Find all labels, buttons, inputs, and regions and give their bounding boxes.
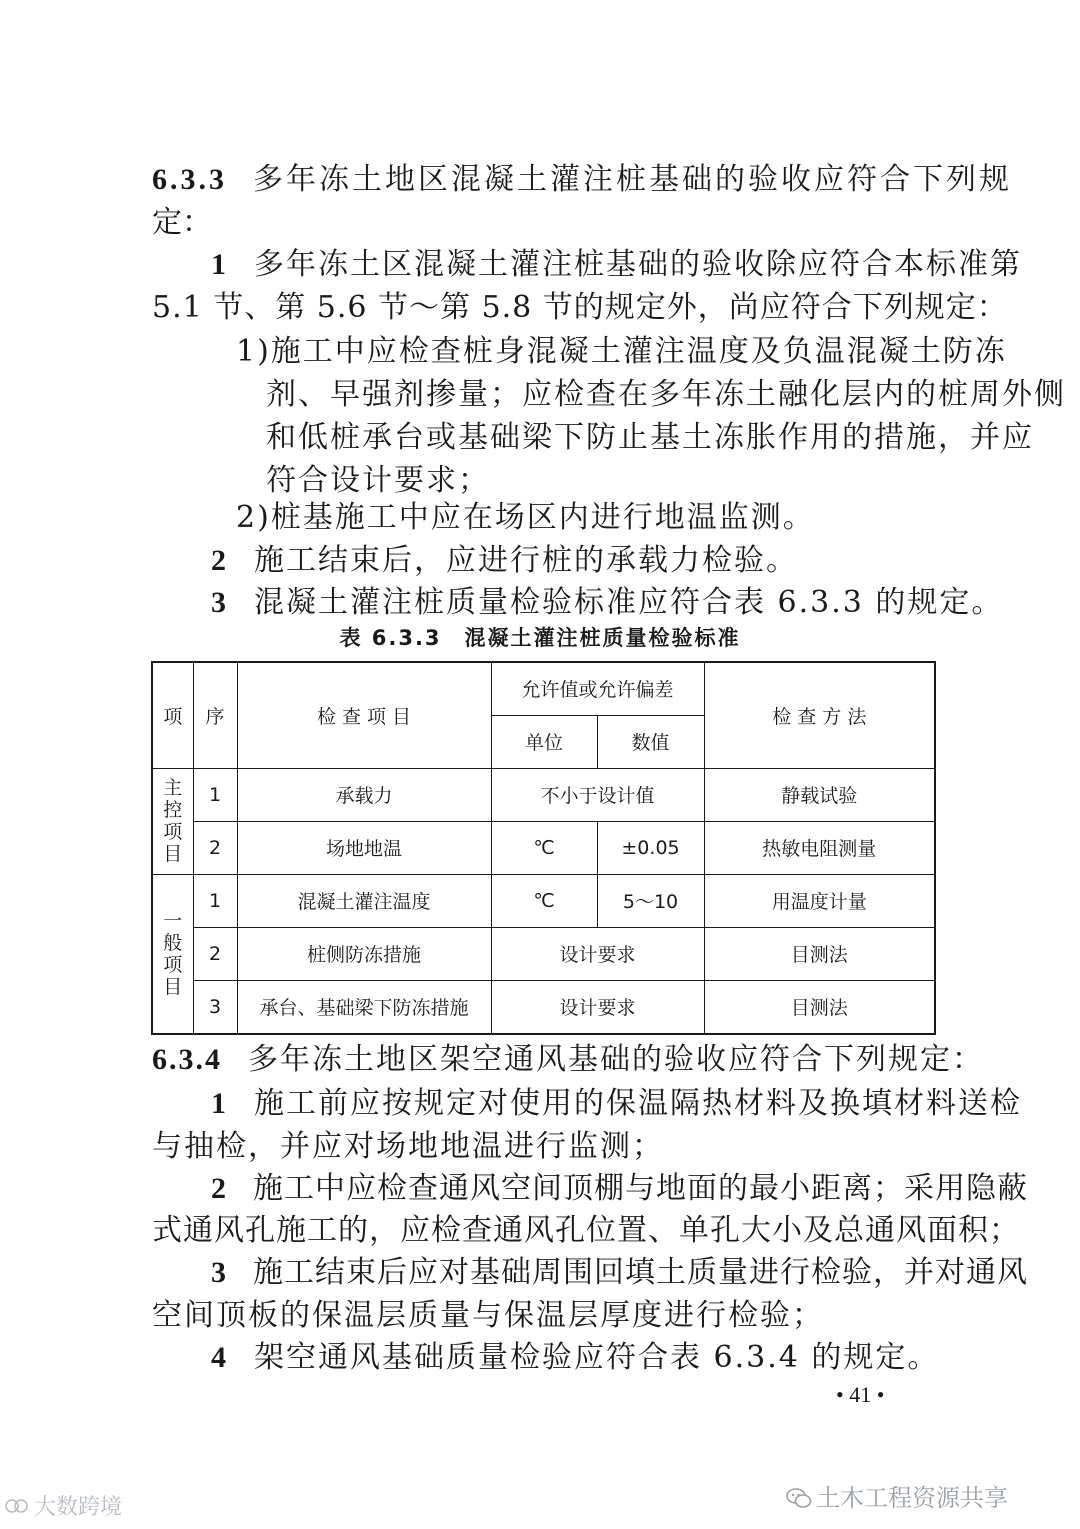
- clause-3: [211, 583, 1003, 623]
- clause-4: [211, 1338, 939, 1378]
- table-row: [152, 980, 935, 1034]
- clause-number: 1: [211, 248, 228, 281]
- row-value: 5～10: [597, 874, 704, 927]
- platform-logo-icon: [4, 1495, 30, 1517]
- section-number: 6.3.3: [152, 163, 227, 196]
- clause-number: 2: [211, 1172, 227, 1205]
- page-number: • 41 •: [836, 1382, 885, 1407]
- row-item: 场地地温: [237, 821, 491, 874]
- quality-standard-table: [151, 661, 936, 1035]
- clause-number: 1: [211, 1087, 228, 1120]
- clause-1-continuation: 与抽检，并应对场地地温进行监测；: [152, 1129, 664, 1164]
- row-item: 桩侧防冻措施: [237, 927, 491, 980]
- clause-1: [211, 1084, 1022, 1124]
- table-caption: 表 6.3.3 混凝土灌注桩质量检验标准: [339, 626, 741, 650]
- row-seq: 2: [193, 821, 237, 874]
- row-unit: ℃: [491, 874, 597, 927]
- header-allowance: 允许值或允许偏差: [491, 662, 704, 715]
- watermark-text: 大数跨境: [34, 1495, 123, 1520]
- header-method: 检 查 方 法: [704, 662, 935, 768]
- subclause-1-line-3: 和低桩承台或基础梁下防止基土冻胀作用的措施，并应: [266, 420, 1034, 455]
- table-row: [152, 927, 935, 980]
- row-item: 承载力: [237, 768, 491, 821]
- row-seq: 3: [193, 980, 237, 1034]
- clause-number: 4: [211, 1341, 228, 1374]
- header-unit: 单位: [491, 715, 597, 768]
- group-general: [152, 874, 193, 1034]
- clause-text: 架空通风基础质量检验应符合表 6.3.4 的规定。: [254, 1340, 940, 1375]
- clause-number: 3: [211, 1256, 227, 1289]
- clause-text: 施工结束后，应进行桩的承载力检验。: [254, 543, 798, 578]
- clause-3: [211, 1253, 1028, 1293]
- group-label: 主 控 项 目: [163, 777, 183, 865]
- row-method: 热敏电阻测量: [704, 821, 935, 874]
- clause-2: [211, 1169, 1028, 1209]
- row-method: 目测法: [704, 980, 935, 1034]
- subclause-2: 2)桩基施工中应在场区内进行地温监测。: [236, 500, 815, 535]
- row-allowance: 设计要求: [491, 927, 704, 980]
- row-method: 目测法: [704, 927, 935, 980]
- header-value: 数值: [597, 715, 704, 768]
- row-seq: 1: [193, 768, 237, 821]
- group-label: 一 般 项 目: [163, 909, 183, 998]
- clause-1-continuation: 5.1 节、第 5.6 节～第 5.8 节的规定外，尚应符合下列规定：: [152, 290, 1008, 325]
- watermark-platform: [4, 1490, 122, 1521]
- section-number: 6.3.4: [152, 1043, 222, 1076]
- row-item: 混凝土灌注温度: [237, 874, 491, 927]
- row-allowance: 设计要求: [491, 980, 704, 1034]
- row-allowance: 不小于设计值: [491, 768, 704, 821]
- clause-3-continuation: 空间顶板的保温层质量与保温层厚度进行检验；: [152, 1298, 824, 1333]
- table-row: [152, 874, 935, 927]
- watermark-wechat: [786, 1478, 1008, 1513]
- table-header-row: [152, 662, 935, 715]
- clause-text: 施工结束后应对基础周围回填土质量进行检验，并对通风: [253, 1255, 1028, 1290]
- clause-number: 3: [211, 586, 228, 619]
- clause-text: 混凝土灌注桩质量检验标准应符合表 6.3.3 的规定。: [254, 585, 1004, 620]
- heading-continuation: 定：: [152, 205, 212, 240]
- clause-text: 施工中应检查通风空间顶棚与地面的最小距离；采用隐蔽: [253, 1171, 1028, 1206]
- header-check-item: 检 查 项 目: [237, 662, 491, 768]
- section-6-3-4-heading: [152, 1040, 984, 1080]
- row-method: 用温度计量: [704, 874, 935, 927]
- subclause-1-line-2: 剂、早强剂掺量；应检查在多年冻土融化层内的桩周外侧: [266, 377, 1066, 412]
- clause-2-continuation: 式通风孔施工的，应检查通风孔位置、单孔大小及总通风面积；: [152, 1213, 1020, 1248]
- row-seq: 1: [193, 874, 237, 927]
- clause-2: [211, 541, 798, 581]
- section-6-3-3-heading: [152, 160, 1012, 200]
- row-value: ±0.05: [597, 821, 704, 874]
- subclause-1: 1)施工中应检查桩身混凝土灌注温度及负温混凝土防冻: [236, 334, 1007, 369]
- clause-text: 多年冻土区混凝土灌注桩基础的验收除应符合本标准第: [254, 247, 1022, 282]
- watermark-text: 土木工程资源共享: [816, 1484, 1008, 1512]
- row-method: 静载试验: [704, 768, 935, 821]
- subclause-1-line-4: 符合设计要求；: [266, 463, 490, 498]
- clause-1: [211, 245, 1022, 285]
- row-seq: 2: [193, 927, 237, 980]
- wechat-icon: [786, 1487, 812, 1509]
- heading-text: 多年冻土地区架空通风基础的验收应符合下列规定：: [248, 1042, 984, 1077]
- header-item: 项: [152, 662, 193, 768]
- row-item: 承台、基础梁下防冻措施: [237, 980, 491, 1034]
- clause-text: 施工前应按规定对使用的保温隔热材料及换填材料送检: [254, 1086, 1022, 1121]
- row-unit: ℃: [491, 821, 597, 874]
- header-seq: 序: [193, 662, 237, 768]
- group-main-control: [152, 768, 193, 874]
- clause-number: 2: [211, 544, 228, 577]
- table-row: [152, 821, 935, 874]
- table-row: [152, 768, 935, 821]
- heading-text: 多年冻土地区混凝土灌注桩基础的验收应符合下列规: [253, 162, 1012, 197]
